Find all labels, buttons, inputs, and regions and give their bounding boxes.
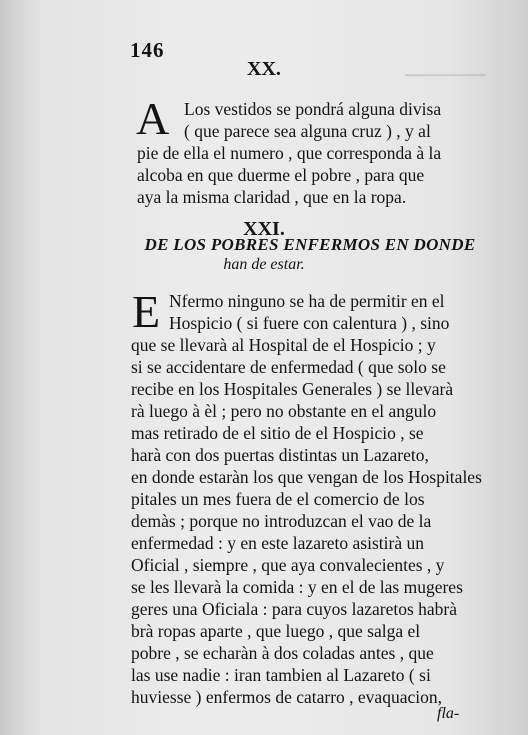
section-21-dropcap: E <box>132 286 161 337</box>
section-20-dropcap: A <box>136 93 170 144</box>
section-20-heading: XX. <box>247 58 281 80</box>
section-21-line: demàs ; porque no introduzcan el vao de la <box>131 511 432 531</box>
section-21-line: pobre , se echaràn à dos coladas antes , que <box>131 643 434 663</box>
section-21-line: huviesse ) enfermos de catarro , evaquacion, <box>131 687 442 707</box>
section-21-line: Oficial , siempre , que aya convalecientes , y <box>131 555 445 575</box>
section-21-line: si se accidentare de enfermedad ( que solo se <box>131 357 446 377</box>
section-20-line: ( que parece sea alguna cruz ) , y al <box>184 121 431 141</box>
section-21-line: las use nadie : iran tambien al Lazareto ( si <box>131 665 431 685</box>
section-21-line: en donde estaràn los que vengan de los Hospitales <box>131 467 482 487</box>
section-21-line: recibe en los Hospitales Generales ) se llevarà <box>131 379 454 399</box>
section-21-line: harà con dos puertas distintas un Lazareto, <box>131 445 429 465</box>
section-20-line: alcoba en que duerme el pobre , para que <box>137 165 425 185</box>
section-21-line: rà luego à èl ; pero no obstante en el angulo <box>131 401 437 421</box>
section-21-line: se les llevarà la comida : y en el de las mugeres <box>131 577 463 597</box>
section-20-line: aya la misma claridad , que en la ropa. <box>137 187 407 207</box>
section-21-title-continued: han de estar. <box>223 256 305 273</box>
section-21-line: Nfermo ninguno se ha de permitir en el <box>169 291 445 311</box>
section-21-heading: XXI. <box>243 218 285 240</box>
section-21-line: que se llevarà al Hospital de el Hospicio ; y <box>131 335 436 355</box>
catchword: fla- <box>437 705 460 722</box>
page-number: 146 <box>130 38 165 62</box>
section-21-line: geres una Oficiala : para cuyos lazaretos habrà <box>131 599 458 619</box>
section-20-line: pie de ella el numero , que corresponda à la <box>137 143 442 163</box>
section-21-line: pitales un mes fuera de el comercio de los <box>131 489 425 509</box>
section-21-line: mas retirado de el sitio de el Hospicio , se <box>131 423 424 443</box>
section-21-line: Hospicio ( si fuere con calentura ) , sino <box>169 313 450 333</box>
section-21-line: enfermedad : y en este lazareto asistirà un <box>131 533 424 553</box>
section-20-line: Los vestidos se pondrá alguna divisa <box>184 99 442 119</box>
section-21-title: DE LOS POBRES ENFERMOS EN DONDE <box>144 235 476 254</box>
bleed-through: ▁▁▁▁▁▁▁▁ <box>405 61 485 76</box>
section-21-line: brà ropas aparte , que luego , que salga el <box>131 621 421 641</box>
